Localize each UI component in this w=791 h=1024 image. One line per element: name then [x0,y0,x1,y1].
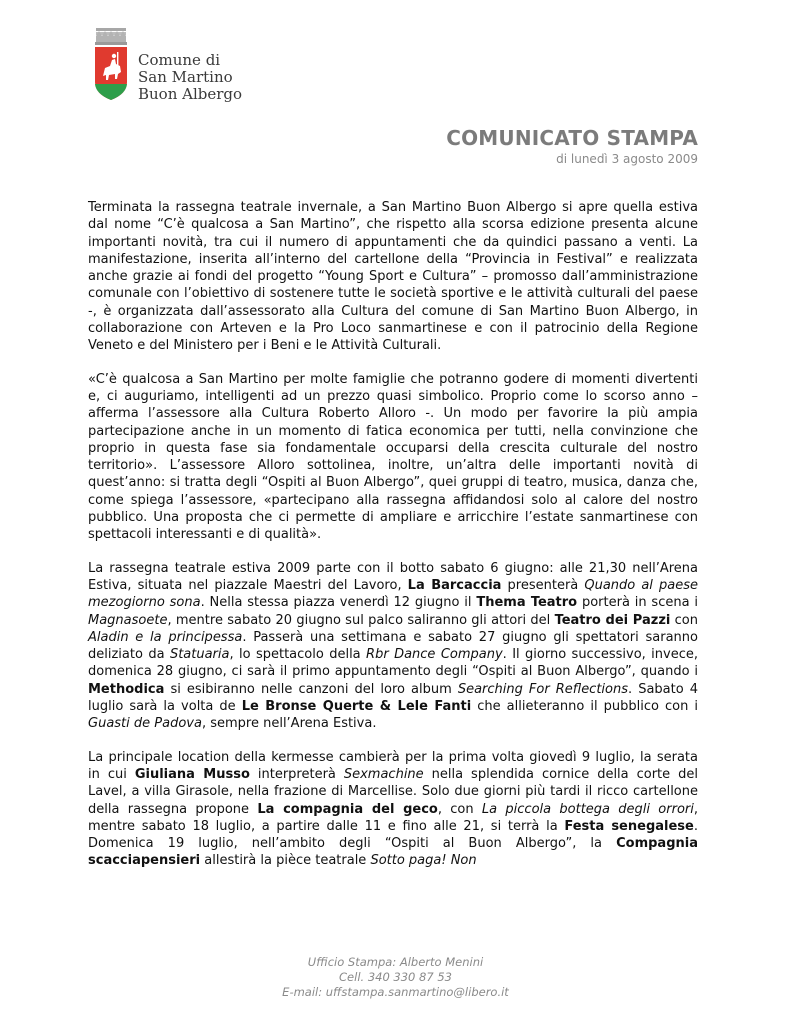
text-run: . Sabato 4 luglio sarà la volta de [88,681,699,715]
municipality-logo [90,26,250,106]
press-release-title: COMUNICATO STAMPA [446,126,698,150]
text-run: La rassegna teatrale estiva 2009 parte con il botto sabato 6 giugno: alle 21,30 nell’Arena Estiva, situata nel piazzale Maestri del Lavoro, [88,560,698,593]
text-run: si esibiranno nelle canzoni del loro album [164,681,458,697]
text-run: con [670,612,698,628]
press-office: Ufficio Stampa: Alberto Menini [307,955,484,969]
logo-line-3: Buon Albergo [138,85,243,103]
coat-of-arms-icon [90,26,132,102]
text-run: , mentre sabato 18 luglio, a partire dalle 11 e fino alle 21, si terrà la [88,801,699,834]
press-release-date: di lunedì 3 agosto 2009 [556,152,698,166]
logo-line-2: San Martino [138,68,233,86]
text-run: , mentre sabato 20 giugno sul palco saliranno gli attori del [167,612,555,628]
logo-line-1: Comune di [138,51,221,69]
email-address: E-mail: uffstampa.sanmartino@libero.it [282,985,509,999]
company-name: La compagnia del geco [257,801,438,817]
text-run: nella splendida cornice della corte del Lavel, a villa Girasole, nella frazione di Marcellise. Solo due giorni più tardi il ricco cartellone della rassegna propone [88,766,698,817]
show-title: Sexmachine [343,766,424,782]
article-body [88,199,698,870]
text-run: che allieteranno il pubblico con i [471,699,698,715]
paragraph-4 [88,749,698,870]
album-title: Searching For Reflections [457,681,629,697]
show-title: Aladin e la principessa [88,629,243,645]
text-run: . Nella stessa piazza venerdì 12 giugno il [200,595,477,611]
text-run: . Domenica 19 luglio, nell’ambito degli “Ospiti al Buon Albergo”, la [88,818,698,852]
company-name: Le Bronse Querte & Lele Fanti [241,699,472,715]
logo-text [138,52,242,103]
text-run: . Il giorno successivo, invece, domenica 28 giugno, ci sarà il primo appuntamento degli “Ospiti al Buon Albergo”, quando i [88,647,698,680]
show-title: Sotto paga! Non [370,853,477,869]
show-title: Magnasoete [88,612,168,628]
text-run: interpreterà [249,766,344,782]
company-name: La Barcaccia [407,577,502,593]
company-name: Compagnia scacciapensieri [88,836,698,869]
text-run: , lo spettacolo della [229,647,367,663]
company-name: Teatro dei Pazzi [554,612,671,628]
text-run: porterà in scena i [577,595,699,611]
text-run: presenterà [501,577,585,593]
company-name-italic: Rbr Dance Company [366,647,503,663]
company-name: Methodica [88,681,165,697]
event-name: Festa senegalese [564,818,694,834]
text-run: , con [437,801,482,817]
show-title: Statuaria [169,647,230,663]
show-title: La piccola bottega degli orrori [481,801,694,817]
text-run: . Passerà una settimana e sabato 27 giugno gli spettatori saranno deliziato da [88,629,698,663]
paragraph-3 [88,560,698,733]
text-run: allestirà la pièce teatrale [200,853,371,869]
footer-contacts [0,955,791,1000]
paragraph-2: «C’è qualcosa a San Martino per molte famiglie che potranno godere di momenti divertenti e, ci auguriamo, intelligenti ad un prezzo quasi simbolico. Proprio come lo scorso anno – afferma l’assessore alla Cultura Roberto Alloro -. Un modo per favorire la più ampia partecipazione anche in un momento di fatica economica per tutti, nella convinzione che proprio in questa fase sia fondamentale occuparsi della crescita culturale del nostro territorio». L’assessore Alloro sottolinea, inoltre, un’altra delle importanti novità di quest’anno: si tratta degli “Ospiti al Buon Albergo”, quei gruppi di teatro, musica, danza che, come spiega l’assessore, «partecipano alla rassegna affidandosi solo al calore del nostro pubblico. Una proposta che ci permette di ampliare e arricchire l’estate sanmartinese con spettacoli interessanti e di qualità». [88,371,698,543]
text-run: La principale location della kermesse cambierà per la prima volta giovedì 9 luglio, la serata in cui [88,749,698,782]
show-title: Quando al paese mezogiorno sona [88,577,698,611]
performer-name: Giuliana Musso [134,766,250,782]
phone-number: Cell. 340 330 87 53 [339,970,452,984]
show-title: Guasti de Padova [88,716,202,732]
text-run: , sempre nell’Arena Estiva. [201,716,377,732]
paragraph-1: Terminata la rassegna teatrale invernale, a San Martino Buon Albergo si apre quella estiva dal nome “C’è qualcosa a San Martino”, che rispetto alla scorsa edizione presenta alcune importanti novità, tra cui il numero di appuntamenti che da quindici passano a venti. La manifestazione, inserita all’interno del cartellone della “Provincia in Festival” e realizzata anche grazie ai fondi del progetto “Young Sport e Cultura” – promosso dall’amministrazione comunale con l’obiettivo di sostenere tutte le società sportive e le attività culturali del paese -, è organizzata dall’assessorato alla Cultura del comune di San Martino Buon Albergo, in collaborazione con Arteven e la Pro Loco sanmartinese e con il patrocinio della Regione Veneto e del Ministero per i Beni e le Attività Culturali. [88,200,698,354]
company-name: Thema Teatro [476,595,578,611]
